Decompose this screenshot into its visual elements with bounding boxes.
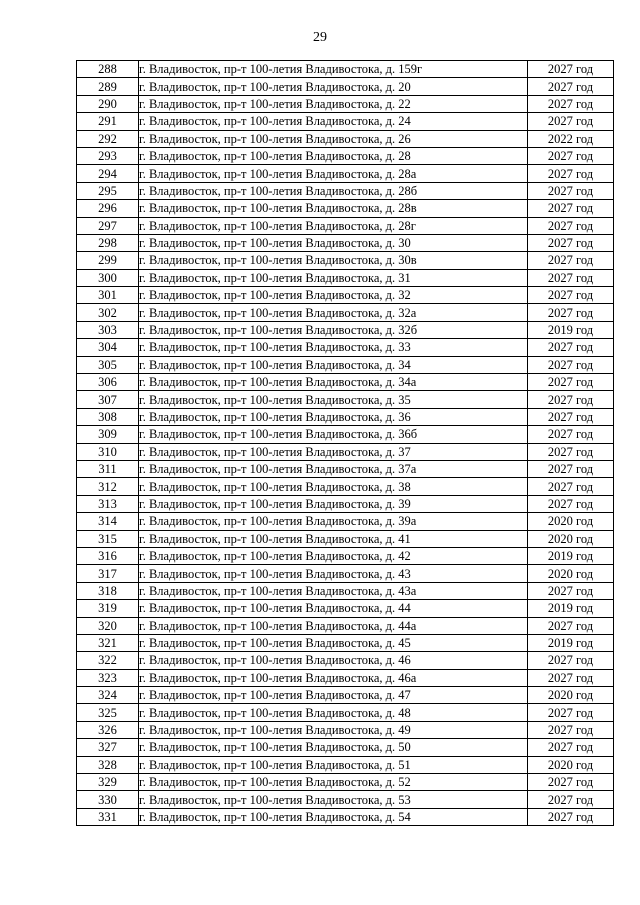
table-row	[77, 652, 614, 669]
year-cell: 2027 год	[528, 78, 614, 95]
row-number-cell: 331	[77, 808, 139, 825]
address-cell: г. Владивосток, пр-т 100-летия Владивостока, д. 32б	[139, 321, 528, 338]
address-table-body	[77, 61, 614, 826]
address-cell: г. Владивосток, пр-т 100-летия Владивостока, д. 47	[139, 687, 528, 704]
year-cell: 2027 год	[528, 617, 614, 634]
address-cell: г. Владивосток, пр-т 100-летия Владивостока, д. 33	[139, 339, 528, 356]
table-row	[77, 478, 614, 495]
table-row	[77, 495, 614, 512]
table-row	[77, 374, 614, 391]
table-row	[77, 182, 614, 199]
address-cell: г. Владивосток, пр-т 100-летия Владивостока, д. 159г	[139, 61, 528, 78]
year-cell: 2027 год	[528, 495, 614, 512]
row-number-cell: 298	[77, 234, 139, 251]
row-number-cell: 318	[77, 582, 139, 599]
year-cell: 2019 год	[528, 547, 614, 564]
year-cell: 2019 год	[528, 600, 614, 617]
address-cell: г. Владивосток, пр-т 100-летия Владивостока, д. 42	[139, 547, 528, 564]
table-row	[77, 704, 614, 721]
table-row	[77, 617, 614, 634]
address-cell: г. Владивосток, пр-т 100-летия Владивостока, д. 36б	[139, 426, 528, 443]
row-number-cell: 288	[77, 61, 139, 78]
row-number-cell: 300	[77, 269, 139, 286]
address-cell: г. Владивосток, пр-т 100-летия Владивостока, д. 20	[139, 78, 528, 95]
year-cell: 2027 год	[528, 234, 614, 251]
year-cell: 2027 год	[528, 147, 614, 164]
table-row	[77, 95, 614, 112]
address-cell: г. Владивосток, пр-т 100-летия Владивостока, д. 52	[139, 774, 528, 791]
row-number-cell: 329	[77, 774, 139, 791]
table-row	[77, 687, 614, 704]
year-cell: 2027 год	[528, 408, 614, 425]
address-cell: г. Владивосток, пр-т 100-летия Владивостока, д. 49	[139, 721, 528, 738]
year-cell: 2027 год	[528, 61, 614, 78]
year-cell: 2027 год	[528, 182, 614, 199]
table-row	[77, 252, 614, 269]
year-cell: 2027 год	[528, 443, 614, 460]
year-cell: 2027 год	[528, 113, 614, 130]
table-row	[77, 339, 614, 356]
table-row	[77, 304, 614, 321]
table-row	[77, 530, 614, 547]
address-cell: г. Владивосток, пр-т 100-летия Владивостока, д. 28в	[139, 200, 528, 217]
year-cell: 2019 год	[528, 634, 614, 651]
table-row	[77, 269, 614, 286]
address-cell: г. Владивосток, пр-т 100-летия Владивостока, д. 28б	[139, 182, 528, 199]
table-row	[77, 356, 614, 373]
address-cell: г. Владивосток, пр-т 100-летия Владивостока, д. 46а	[139, 669, 528, 686]
year-cell: 2020 год	[528, 513, 614, 530]
table-row	[77, 513, 614, 530]
table-row	[77, 61, 614, 78]
row-number-cell: 320	[77, 617, 139, 634]
table-row	[77, 217, 614, 234]
year-cell: 2027 год	[528, 269, 614, 286]
address-cell: г. Владивосток, пр-т 100-летия Владивостока, д. 54	[139, 808, 528, 825]
row-number-cell: 319	[77, 600, 139, 617]
row-number-cell: 293	[77, 147, 139, 164]
row-number-cell: 303	[77, 321, 139, 338]
row-number-cell: 317	[77, 565, 139, 582]
row-number-cell: 295	[77, 182, 139, 199]
row-number-cell: 321	[77, 634, 139, 651]
table-row	[77, 165, 614, 182]
row-number-cell: 292	[77, 130, 139, 147]
row-number-cell: 311	[77, 460, 139, 477]
table-row	[77, 808, 614, 825]
table-row	[77, 234, 614, 251]
row-number-cell: 305	[77, 356, 139, 373]
year-cell: 2027 год	[528, 774, 614, 791]
row-number-cell: 328	[77, 756, 139, 773]
row-number-cell: 315	[77, 530, 139, 547]
year-cell: 2027 год	[528, 391, 614, 408]
year-cell: 2027 год	[528, 339, 614, 356]
row-number-cell: 326	[77, 721, 139, 738]
address-cell: г. Владивосток, пр-т 100-летия Владивостока, д. 28	[139, 147, 528, 164]
year-cell: 2027 год	[528, 200, 614, 217]
address-cell: г. Владивосток, пр-т 100-летия Владивостока, д. 45	[139, 634, 528, 651]
row-number-cell: 308	[77, 408, 139, 425]
address-table	[76, 60, 614, 826]
table-row	[77, 669, 614, 686]
row-number-cell: 313	[77, 495, 139, 512]
address-cell: г. Владивосток, пр-т 100-летия Владивостока, д. 30	[139, 234, 528, 251]
row-number-cell: 330	[77, 791, 139, 808]
row-number-cell: 290	[77, 95, 139, 112]
year-cell: 2027 год	[528, 478, 614, 495]
year-cell: 2020 год	[528, 530, 614, 547]
address-cell: г. Владивосток, пр-т 100-летия Владивостока, д. 35	[139, 391, 528, 408]
year-cell: 2027 год	[528, 287, 614, 304]
address-cell: г. Владивосток, пр-т 100-летия Владивостока, д. 28а	[139, 165, 528, 182]
address-cell: г. Владивосток, пр-т 100-летия Владивостока, д. 51	[139, 756, 528, 773]
address-cell: г. Владивосток, пр-т 100-летия Владивостока, д. 37	[139, 443, 528, 460]
year-cell: 2020 год	[528, 756, 614, 773]
address-cell: г. Владивосток, пр-т 100-летия Владивостока, д. 53	[139, 791, 528, 808]
row-number-cell: 322	[77, 652, 139, 669]
table-row	[77, 426, 614, 443]
row-number-cell: 316	[77, 547, 139, 564]
year-cell: 2027 год	[528, 460, 614, 477]
address-cell: г. Владивосток, пр-т 100-летия Владивостока, д. 34	[139, 356, 528, 373]
address-cell: г. Владивосток, пр-т 100-летия Владивостока, д. 36	[139, 408, 528, 425]
year-cell: 2027 год	[528, 669, 614, 686]
row-number-cell: 306	[77, 374, 139, 391]
row-number-cell: 289	[77, 78, 139, 95]
row-number-cell: 291	[77, 113, 139, 130]
address-cell: г. Владивосток, пр-т 100-летия Владивостока, д. 43а	[139, 582, 528, 599]
address-cell: г. Владивосток, пр-т 100-летия Владивостока, д. 26	[139, 130, 528, 147]
address-cell: г. Владивосток, пр-т 100-летия Владивостока, д. 32а	[139, 304, 528, 321]
table-row	[77, 791, 614, 808]
row-number-cell: 294	[77, 165, 139, 182]
address-cell: г. Владивосток, пр-т 100-летия Владивостока, д. 39	[139, 495, 528, 512]
page-number: 29	[313, 30, 327, 45]
table-row	[77, 78, 614, 95]
table-row	[77, 756, 614, 773]
table-row	[77, 582, 614, 599]
row-number-cell: 302	[77, 304, 139, 321]
row-number-cell: 301	[77, 287, 139, 304]
row-number-cell: 312	[77, 478, 139, 495]
row-number-cell: 314	[77, 513, 139, 530]
row-number-cell: 297	[77, 217, 139, 234]
table-row	[77, 774, 614, 791]
table-row	[77, 721, 614, 738]
table-row	[77, 565, 614, 582]
address-cell: г. Владивосток, пр-т 100-летия Владивостока, д. 34а	[139, 374, 528, 391]
table-row	[77, 460, 614, 477]
address-cell: г. Владивосток, пр-т 100-летия Владивостока, д. 22	[139, 95, 528, 112]
address-cell: г. Владивосток, пр-т 100-летия Владивостока, д. 44а	[139, 617, 528, 634]
year-cell: 2027 год	[528, 95, 614, 112]
address-cell: г. Владивосток, пр-т 100-летия Владивостока, д. 24	[139, 113, 528, 130]
year-cell: 2027 год	[528, 808, 614, 825]
address-cell: г. Владивосток, пр-т 100-летия Владивостока, д. 43	[139, 565, 528, 582]
year-cell: 2027 год	[528, 721, 614, 738]
address-cell: г. Владивосток, пр-т 100-летия Владивостока, д. 46	[139, 652, 528, 669]
address-cell: г. Владивосток, пр-т 100-летия Владивостока, д. 31	[139, 269, 528, 286]
table-row	[77, 287, 614, 304]
year-cell: 2027 год	[528, 652, 614, 669]
year-cell: 2027 год	[528, 356, 614, 373]
row-number-cell: 304	[77, 339, 139, 356]
address-cell: г. Владивосток, пр-т 100-летия Владивостока, д. 44	[139, 600, 528, 617]
year-cell: 2027 год	[528, 739, 614, 756]
table-row	[77, 739, 614, 756]
address-cell: г. Владивосток, пр-т 100-летия Владивостока, д. 50	[139, 739, 528, 756]
table-row	[77, 408, 614, 425]
address-cell: г. Владивосток, пр-т 100-летия Владивостока, д. 37а	[139, 460, 528, 477]
table-row	[77, 547, 614, 564]
row-number-cell: 324	[77, 687, 139, 704]
address-cell: г. Владивосток, пр-т 100-летия Владивостока, д. 41	[139, 530, 528, 547]
table-row	[77, 113, 614, 130]
table-row	[77, 443, 614, 460]
row-number-cell: 325	[77, 704, 139, 721]
year-cell: 2027 год	[528, 217, 614, 234]
table-row	[77, 147, 614, 164]
address-cell: г. Владивосток, пр-т 100-летия Владивостока, д. 32	[139, 287, 528, 304]
address-cell: г. Владивосток, пр-т 100-летия Владивостока, д. 30в	[139, 252, 528, 269]
table-row	[77, 634, 614, 651]
year-cell: 2019 год	[528, 321, 614, 338]
year-cell: 2020 год	[528, 565, 614, 582]
year-cell: 2027 год	[528, 304, 614, 321]
year-cell: 2022 год	[528, 130, 614, 147]
row-number-cell: 299	[77, 252, 139, 269]
row-number-cell: 307	[77, 391, 139, 408]
address-cell: г. Владивосток, пр-т 100-летия Владивостока, д. 38	[139, 478, 528, 495]
year-cell: 2027 год	[528, 374, 614, 391]
year-cell: 2020 год	[528, 687, 614, 704]
address-cell: г. Владивосток, пр-т 100-летия Владивостока, д. 48	[139, 704, 528, 721]
year-cell: 2027 год	[528, 426, 614, 443]
row-number-cell: 309	[77, 426, 139, 443]
row-number-cell: 296	[77, 200, 139, 217]
address-cell: г. Владивосток, пр-т 100-летия Владивостока, д. 39а	[139, 513, 528, 530]
year-cell: 2027 год	[528, 252, 614, 269]
row-number-cell: 327	[77, 739, 139, 756]
table-row	[77, 130, 614, 147]
year-cell: 2027 год	[528, 582, 614, 599]
table-row	[77, 391, 614, 408]
year-cell: 2027 год	[528, 165, 614, 182]
row-number-cell: 323	[77, 669, 139, 686]
address-cell: г. Владивосток, пр-т 100-летия Владивостока, д. 28г	[139, 217, 528, 234]
row-number-cell: 310	[77, 443, 139, 460]
table-row	[77, 600, 614, 617]
year-cell: 2027 год	[528, 791, 614, 808]
table-row	[77, 321, 614, 338]
year-cell: 2027 год	[528, 704, 614, 721]
table-row	[77, 200, 614, 217]
